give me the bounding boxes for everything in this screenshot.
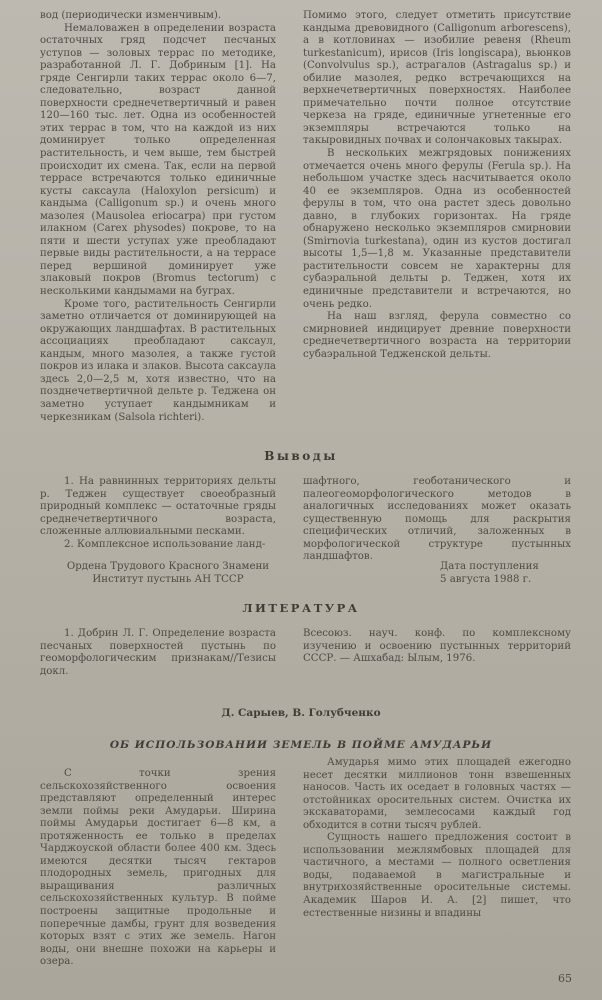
reference-1-part-1: 1. Добрин Л. Г. Определение возраста песчаных поверхностей пустынь по геоморфологическим признакам//Тезисы докл. <box>40 628 276 677</box>
affiliation <box>48 561 288 586</box>
top-right-column <box>303 10 571 361</box>
conclusions-right-column <box>303 476 571 564</box>
literature-right <box>303 628 571 666</box>
paragraph: Сущность нашего предложения состоит в использовании межлямбовых площадей для частичного, а местами — полного осветления воды, подаваемой в магистральные и внутрихозяйственные оросительные системы. Академик Шаров И. А. [2] пишет, что естественные низины и впадины <box>303 832 571 919</box>
received-date-block <box>440 561 580 586</box>
reference-1-part-2: Всесоюз. науч. конф. по комплексному изучению и освоению пустынных территорий СССР. — Ашхабад: Ылым, 1976. <box>303 628 571 665</box>
paragraph: Помимо этого, следует отметить присутствие кандыма древовидного (Calligonum arborescens), а в котловинах — изобилие ревеня (Rheum turkestanicum), ирисов (Iris longiscapa), вьюнков (Convolvulus sp.), астрагалов (Astragalus sp.) и обилие мазолея, редко встречающихся на верхнечетвертичных поверхностях. Наиболее примечательно почти полное отсутствие черкеза на гряде, единичные угнетенные его экземпляры встречаются только на такыровидных почвах и солончаковых такырах. <box>303 10 571 147</box>
received-label: Дата поступления <box>440 561 539 572</box>
affiliation-line-1: Ордена Трудового Красного Знамени <box>66 561 270 572</box>
article-right-column <box>303 757 571 920</box>
paragraph: Кроме того, растительность Сенгирли заметно отличается от доминирующей на окружающих ландшафтах. В растительных ассоциациях преобладают саксаул, кандым, много мазолея, а также густой покров из илака и злаков. Высота саксаула здесь 2,0—2,5 м, хотя известно, что на позднечетвертичной дельте р. Теджена он заметно уступает кандымникам и черкезникам (Salsola richteri). <box>40 298 276 423</box>
literature-heading: ЛИТЕРАТУРА <box>242 601 360 615</box>
paragraph: 2. Комплексное использование ланд- <box>64 538 266 550</box>
article-left-column <box>40 768 276 969</box>
received-date: 5 августа 1988 г. <box>440 573 532 585</box>
paragraph: шафтного, геоботанического и палеогеоморфологического методов в аналогичных исследованиях может оказать существенную помощь для раскрытия специфических отличий, заложенных в морфологической структуре пустынных ландшафтов. <box>303 476 571 563</box>
paragraph: вод (периодически изменчивым). <box>40 10 222 21</box>
paragraph: С точки зрения сельскохозяйственного освоения представляют определенный интерес земли поймы реки Амударьи. Ширина поймы Амударьи достигает 6—8 км, а протяженность ее только в пределах Чарджоуской области более 400 км. Здесь имеются десятки тысяч гектаров плодородных земель, пригодных для выращивания различных сельскохозяйственных культур. В пойме построены защитные продольные и поперечные дамбы, грунт для возведения которых взят с этих же земель. Нагон воды, они внешне похожи на карьеры и озера. <box>40 768 276 968</box>
affiliation-line-2: Институт пустынь АН ТССР <box>92 573 244 585</box>
paragraph: На наш взгляд, ферула совместно со смирновией индицирует древние поверхности среднечетвертичного возраста на территории субаэральной Тедженской дельты. <box>303 311 571 360</box>
article-authors: Д. Сарыев, В. Голубченко <box>221 707 381 719</box>
top-left-column <box>40 10 276 424</box>
page-number: 65 <box>558 972 572 985</box>
literature-left <box>40 628 276 678</box>
paragraph: Немаловажен в определении возраста остаточных гряд подсчет песчаных уступов — золовых террас по методике, разработанной Л. Г. Добриным [1]. На гряде Сенгирли таких террас около 6—7, следовательно, возраст данной поверхности среднечетвертичный и равен 120—160 тыс. лет. Одна из особенностей этих террас в том, что на каждой из них доминирует только определенная растительность, и чем выше, тем быстрей происходит их смена. Так, если на первой террасе встречаются только единичные кусты саксаула (Haloxylon persicum) и кандыма (Calligonum sp.) и очень много мазолея (Mausolea eriocarpa) при густом илакном (Carex physodes) покрове, то на пяти и шести уступах уже преобладают первые виды растительности, а на террасе перед вершиной доминирует уже злаковый покров (Bromus tectorum) с несколькими кандымами на буграх. <box>40 22 276 298</box>
paragraph: 1. На равнинных территориях дельты р. Теджен существует своеобразный природный комплекс — остаточные гряды среднечетвертичного возраста, сложенные аллювиальными песками. <box>40 476 276 538</box>
paragraph: Амударья мимо этих площадей ежегодно несет десятки миллионов тонн взвешенных наносов. Часть их оседает в головных частях — отстойниках оросительных систем. Очистка их экскаваторами, землесосами каждый год обходится в сотни тысяч рублей. <box>303 757 571 831</box>
article-title: ОБ ИСПОЛЬЗОВАНИИ ЗЕМЕЛЬ В ПОЙМЕ АМУДАРЬИ <box>109 739 493 751</box>
paragraph: В нескольких межгрядовых понижениях отмечается очень много ферулы (Ferula sp.). На небольшом участке здесь насчитывается около 40 ее экземпляров. Одна из особенностей ферулы в том, что она растет здесь довольно давно, в глубоких горизонтах. На гряде обнаружено несколько экземпляров смирновии (Smirnovia turkestana), один из кустов достигал высоты 1,5—1,8 м. Указанные представители растительности совсем не характерны для субаэральной дельты р. Теджен, хотя их единичные представители и встречаются, но очень редко. <box>303 148 571 310</box>
conclusions-left-column <box>40 476 276 551</box>
conclusions-heading: Выводы <box>264 449 338 463</box>
